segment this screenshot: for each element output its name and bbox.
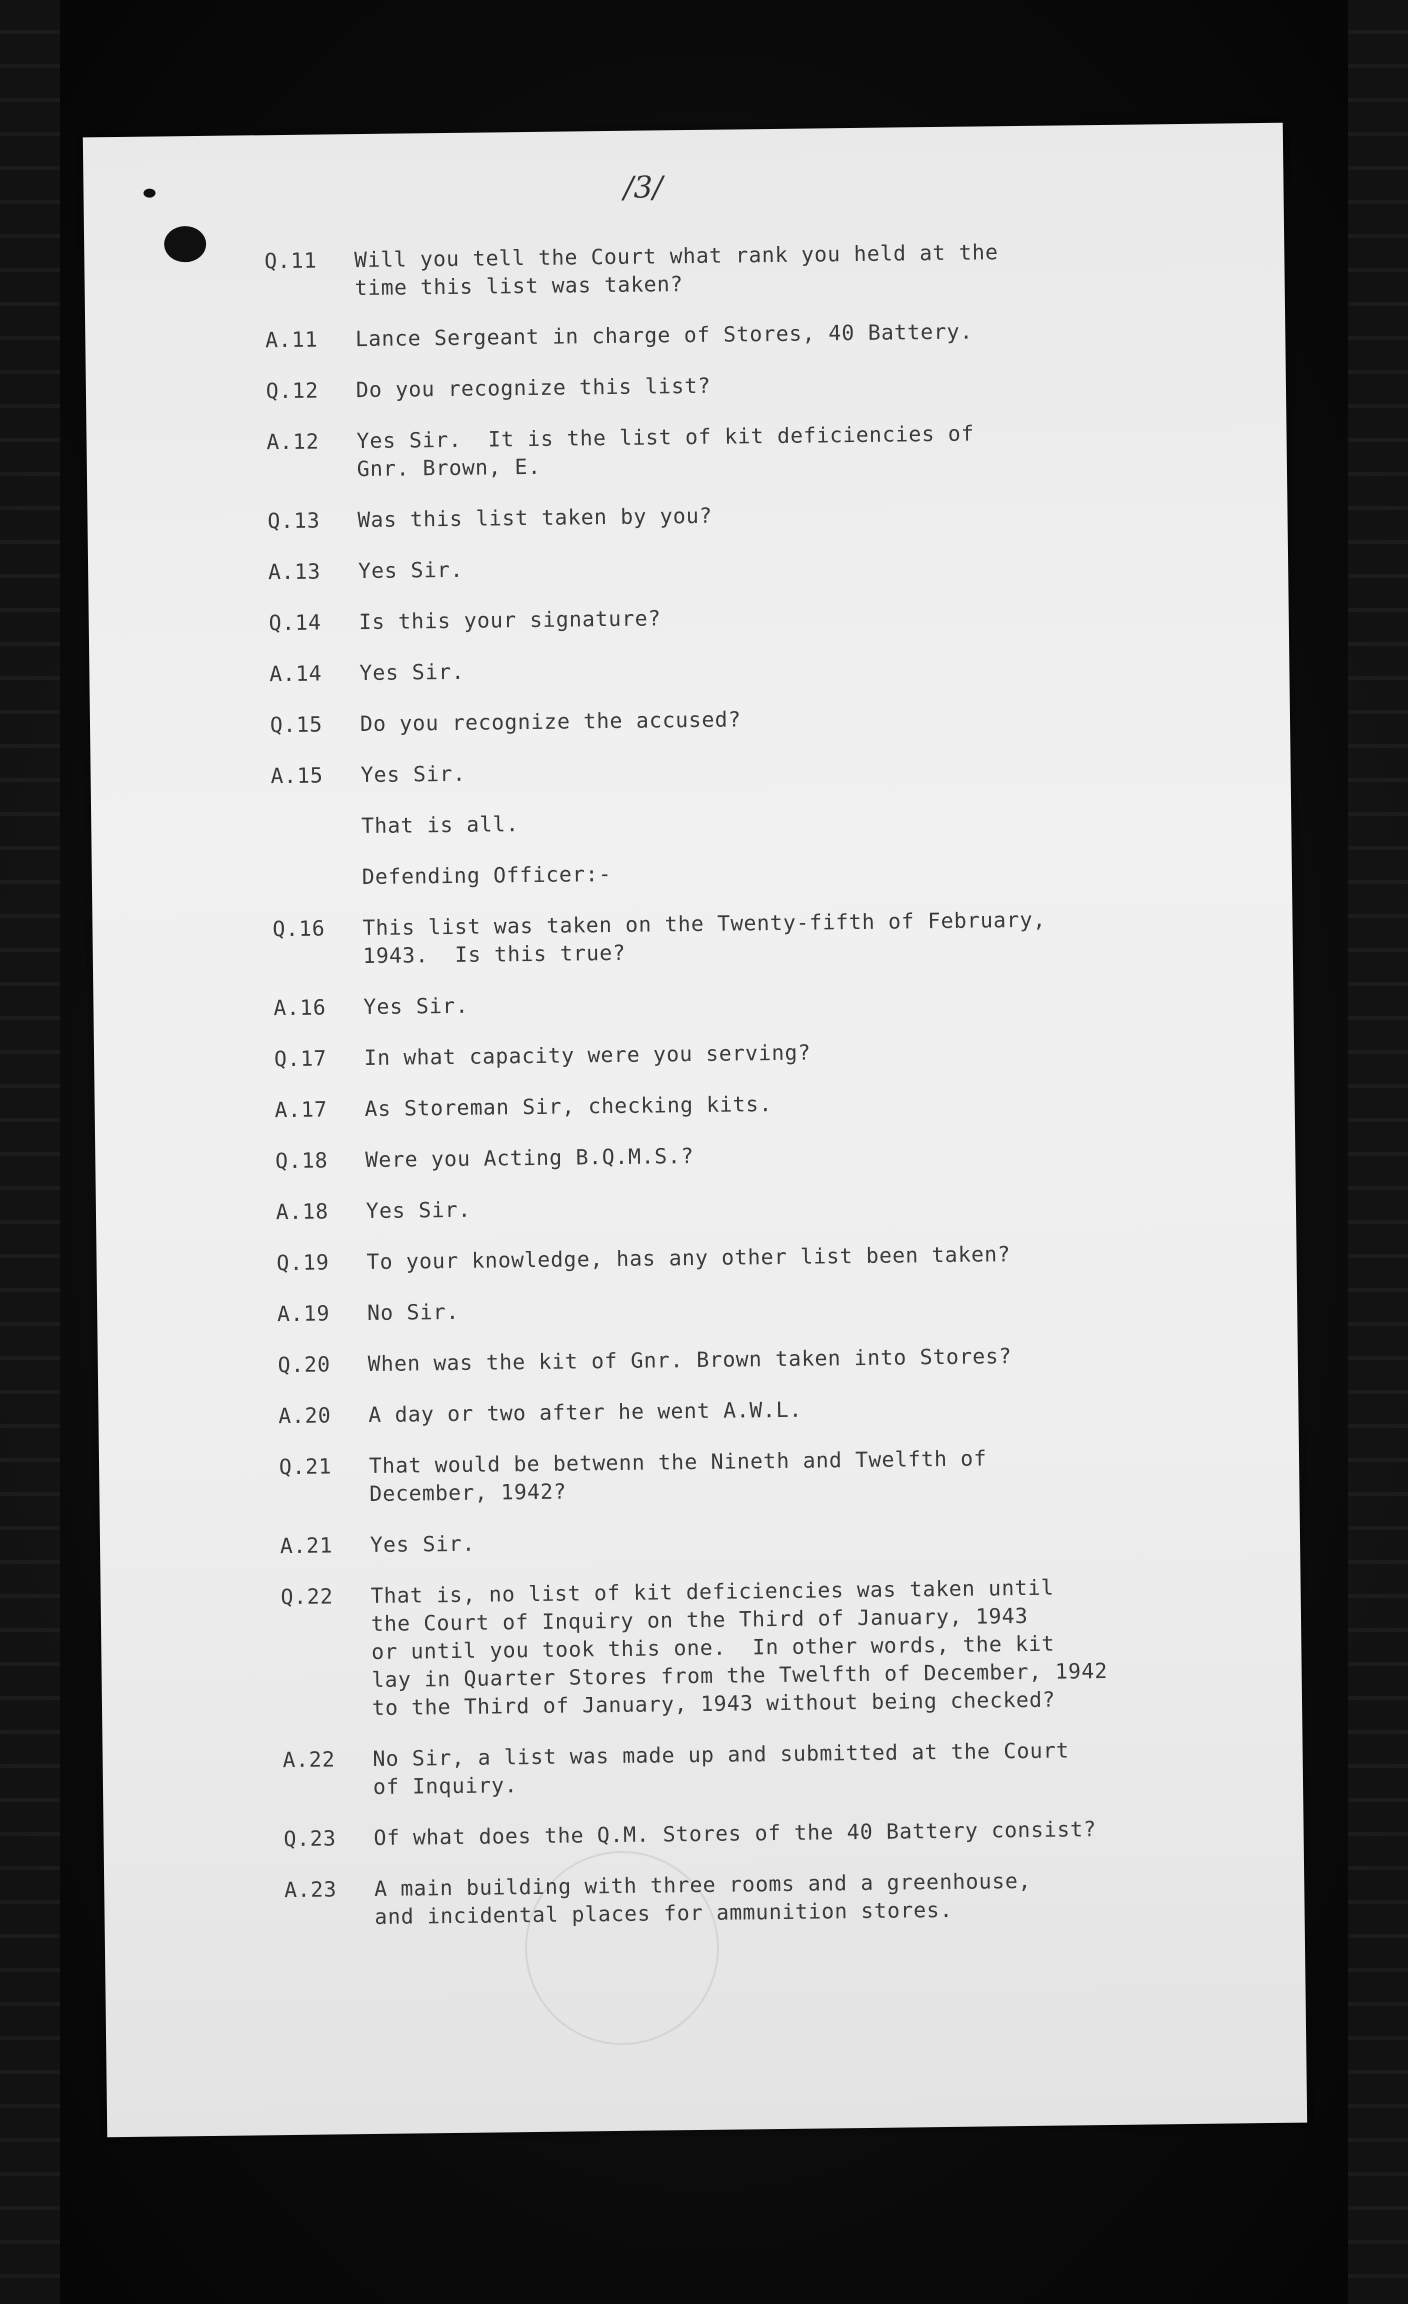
entry-text: Do you recognize the accused? <box>359 707 742 737</box>
entry-label: Q.12 <box>265 378 319 404</box>
entry-text: A day or two after he went A.W.L. <box>368 1397 803 1428</box>
entry-label: A.19 <box>277 1301 330 1327</box>
entry-label: Q.11 <box>264 248 318 274</box>
answer-entry <box>270 751 1210 790</box>
entry-text: No Sir. <box>367 1299 460 1326</box>
entry-text: When was the kit of Gnr. Brown taken into Stores? <box>367 1344 1012 1377</box>
entry-label: A.23 <box>284 1877 337 1903</box>
entry-label: A.16 <box>273 995 327 1021</box>
entry-text: Yes Sir. <box>363 993 469 1020</box>
entry-text: Will you tell the Court what rank you held at the time this list was taken? <box>354 240 999 301</box>
answer-entry <box>276 1187 1216 1226</box>
entry-label: Q.20 <box>277 1352 331 1378</box>
answer-entry <box>269 649 1209 688</box>
entry-text: Do you recognize this list? <box>355 373 711 403</box>
answer-entry <box>265 315 1205 354</box>
entry-label: A.11 <box>265 327 319 353</box>
entry-label: A.15 <box>270 763 324 789</box>
entry-text: Of what does the Q.M. Stores of the 40 Battery consist? <box>373 1817 1097 1850</box>
entry-label: A.13 <box>268 559 321 585</box>
entry-text: Yes Sir. <box>360 761 466 788</box>
ink-blot <box>164 226 206 263</box>
question-entry <box>274 1034 1214 1073</box>
question-entry <box>283 1814 1223 1853</box>
question-entry <box>270 700 1210 739</box>
entry-label: Q.19 <box>276 1250 330 1276</box>
entry-label: A.22 <box>282 1747 336 1773</box>
page-number: /3/ <box>623 170 664 206</box>
entry-label: Q.15 <box>269 712 323 738</box>
answer-entry <box>284 1865 1225 1932</box>
entry-text: That is all. <box>361 812 520 839</box>
entry-text: That is, no list of kit deficiencies was taken until the Court of Inquiry on the Third of January, 1943 or until you took this one. In other words, the kit lay in Quarter Stores from the Twelfth of December, 1942 to the Third of January, 1943 without being checked? <box>370 1575 1108 1720</box>
entry-text: Yes Sir. It is the list of kit deficiencies of Gnr. Brown, E. <box>356 421 975 482</box>
question-entry <box>264 236 1205 303</box>
question-entry <box>281 1572 1223 1723</box>
question-entry <box>279 1442 1220 1509</box>
entry-label: Q.22 <box>280 1584 334 1610</box>
entry-label: Q.21 <box>278 1454 332 1480</box>
entry-label: Q.18 <box>275 1148 329 1174</box>
question-entry <box>272 904 1213 971</box>
entry-label: Q.14 <box>268 610 322 636</box>
entry-text: Yes Sir. <box>365 1197 472 1224</box>
entry-text: As Storeman Sir, checking kits. <box>364 1092 773 1122</box>
question-entry <box>267 496 1207 535</box>
entry-text: To your knowledge, has any other list been taken? <box>366 1242 1011 1275</box>
entry-text: That would be betwenn the Nineth and Twelfth of December, 1942? <box>368 1446 987 1507</box>
answer-entry <box>278 1391 1218 1430</box>
document-page <box>83 123 1307 2138</box>
entry-text: Were you Acting B.Q.M.S.? <box>365 1144 695 1173</box>
entry-label: A.12 <box>266 429 320 455</box>
question-entry <box>269 598 1209 637</box>
entry-text: Yes Sir. <box>357 557 464 584</box>
answer-entry <box>268 547 1208 586</box>
answer-entry <box>266 417 1207 484</box>
answer-entry <box>277 1289 1217 1328</box>
entry-label: Q.23 <box>283 1826 337 1852</box>
court-transcript <box>264 236 1225 1955</box>
answer-entry <box>282 1735 1223 1802</box>
entry-label: Q.16 <box>272 916 326 942</box>
entry-label: A.21 <box>279 1533 333 1559</box>
entry-label: A.17 <box>274 1097 328 1123</box>
entry-text: Was this list taken by you? <box>357 503 713 533</box>
question-entry <box>275 1136 1215 1175</box>
question-entry <box>276 1238 1216 1277</box>
entry-text: No Sir, a list was made up and submitted at the Court of Inquiry. <box>372 1738 1070 1799</box>
entry-text: A main building with three rooms and a greenhouse, and incidental places for ammunition stores. <box>374 1868 1032 1929</box>
answer-entry <box>280 1521 1220 1560</box>
entry-text: Lance Sergeant in charge of Stores, 40 Battery. <box>355 319 974 352</box>
answer-entry <box>273 983 1213 1022</box>
section-heading <box>272 853 1212 892</box>
entry-label: Q.13 <box>267 508 321 534</box>
entry-label: Q.17 <box>273 1046 327 1072</box>
statement-line <box>271 802 1211 841</box>
entry-label: A.18 <box>275 1199 329 1225</box>
entry-text: Is this your signature? <box>358 606 662 635</box>
entry-text: This list was taken on the Twenty-fifth of February, 1943. Is this true? <box>362 907 1047 969</box>
entry-label: A.14 <box>269 661 323 687</box>
answer-entry <box>275 1085 1215 1124</box>
entry-text: Yes Sir. <box>359 659 465 686</box>
film-edge-left <box>0 0 60 2304</box>
entry-text: Defending Officer:- <box>361 862 612 890</box>
question-entry <box>266 366 1206 405</box>
entry-text: Yes Sir. <box>369 1531 476 1557</box>
ink-spot <box>143 189 155 198</box>
question-entry <box>278 1340 1218 1379</box>
entry-label: A.20 <box>278 1403 332 1429</box>
entry-text: In what capacity were you serving? <box>363 1040 812 1071</box>
film-edge-right <box>1348 0 1408 2304</box>
